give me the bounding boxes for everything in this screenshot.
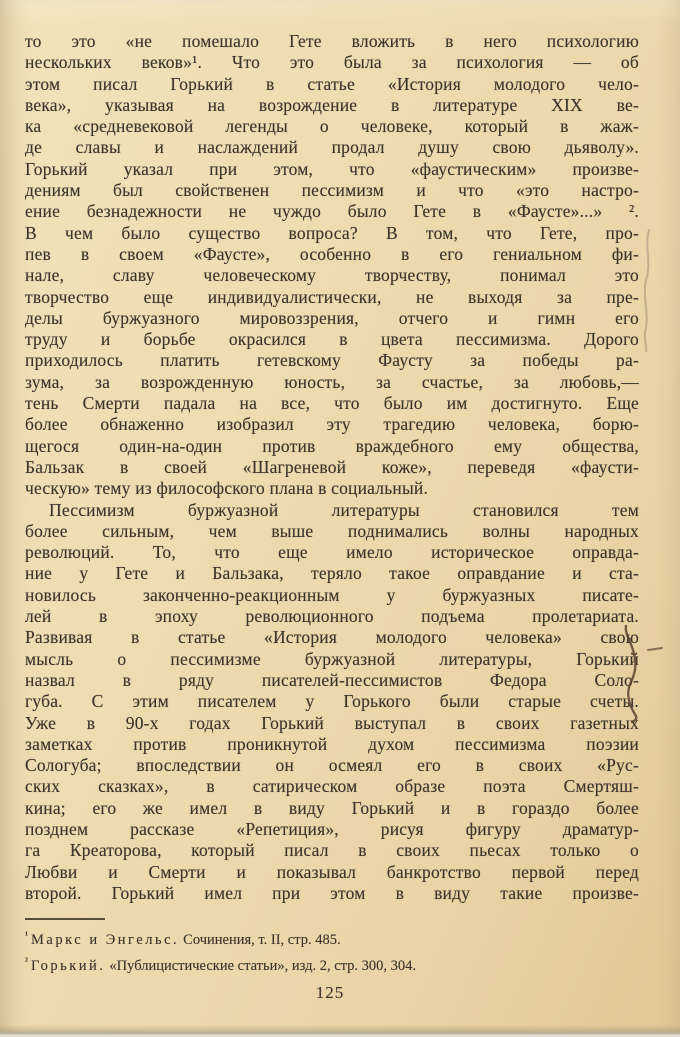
footnote-marker: ²: [25, 956, 28, 968]
text-line: Развивая в статье «История молодого человека» свою: [25, 627, 639, 648]
text-line: тень Смерти падала на все, что было им достигнуто. Еще: [25, 393, 639, 414]
text-line: ние у Гете и Бальзака, теряло такое оправдание и ста-: [25, 563, 639, 584]
page-bottom-edge: [0, 1025, 680, 1037]
text-line: то это «не помешало Гете вложить в него психологию: [25, 31, 639, 51]
footnote-list: [25, 925, 639, 978]
text-line: Горький указал при этом, что «фаустическим» произве-: [25, 158, 639, 179]
text-line: второй. Горький имел при этом в виду такие произве-: [25, 882, 639, 903]
text-line: пев в своем «Фаусте», особенно в его гениальном фи-: [25, 243, 639, 264]
paragraph: [25, 500, 639, 905]
text-line: новилось законченно-реакционным у буржуазных писате-: [25, 584, 639, 605]
text-line: губа. С этим писателем у Горького были старые счеты.: [25, 691, 639, 712]
text-line: века», указывая на возрождение в литературе XIX ве-: [25, 94, 639, 115]
footnote-marker: ¹: [25, 930, 28, 941]
footnote-author: Маркс и Энгельс.: [31, 931, 180, 948]
text-line: более обнаженно изобразил эту трагедию человека, борю-: [25, 414, 639, 435]
text-line: нескольких веков»¹. Что это была за психология — об: [25, 52, 639, 73]
text-line: нале, славу человеческому творчеству, понимал это: [25, 265, 639, 286]
text-line: ских сказках», в сатирическом образе поэта Смертяш-: [25, 776, 639, 797]
text-line: заметках против проникнутой духом пессимизма поэзии: [25, 733, 639, 754]
text-line: лей в эпоху революционного подъема пролетариата.: [25, 606, 639, 627]
text-line: труду и борьбе окрасился в цвета пессимизма. Дорого: [25, 329, 639, 350]
text-line: делы буржуазного мировоззрения, отчего и гимн его: [25, 307, 639, 328]
footnotes: [25, 918, 639, 978]
text-line: этом писал Горький в статье «История молодого чело-: [25, 73, 639, 94]
text-line: Бальзак в своей «Шагреневой коже», переведя «фаусти-: [25, 456, 639, 477]
text-line: позднем рассказе «Репетиция», рисуя фигуру драматур-: [25, 818, 639, 839]
text-line: Пессимизм буржуазной литературы становился тем: [49, 499, 639, 520]
footnote-author: Горький.: [31, 958, 106, 975]
footnote-text: «Публицистические статьи», изд. 2, стр. 300, 304.: [109, 958, 417, 975]
footnote: [25, 925, 639, 951]
text-line: дениям был свойственен пессимизм и что «это настро-: [25, 180, 639, 201]
footnote-text: Сочинения, т. II, стр. 485.: [183, 931, 341, 948]
text-line: Сологуба; впоследствии он осмеял его в своих «Рус-: [25, 755, 639, 776]
text-line: га Креаторова, который писал в своих пьесах только о: [25, 840, 639, 861]
text-line: назвал в ряду писателей-пессимистов Федора Соло-: [25, 669, 639, 690]
text-line: Уже в 90-х годах Горький выступал в своих газетных: [25, 712, 639, 733]
text-block: [25, 31, 639, 904]
text-line: ческую» тему из философского плана в социальный.: [25, 478, 429, 499]
text-line: В чем было существо вопроса? В том, что Гете, про-: [25, 222, 639, 243]
text-line: зума, за возрожденную юность, за счастье, за любовь,—: [25, 371, 639, 392]
pencil-squiggle-mark: [638, 228, 658, 353]
text-line: кина; его же имел в виду Горький и в гораздо более: [25, 797, 639, 818]
text-line: революций. То, что еще имело историческое оправда-: [25, 542, 639, 563]
text-line: творчество еще индивидуалистически, не выходя за пре-: [25, 286, 639, 307]
text-line: щегося один-на-один против враждебного ему общества,: [25, 435, 639, 456]
text-line: мысль о пессимизме буржуазной литературы, Горький: [25, 648, 639, 669]
footnote: [25, 951, 639, 977]
footnote-rule: [25, 918, 105, 920]
text-line: приходилось платить гетевскому Фаусту за победы ра-: [25, 350, 639, 371]
page-number: 125: [315, 983, 345, 1002]
text-line: более сильным, чем выше поднимались волны народных: [25, 520, 639, 541]
text-line: ение безнадежности не чуждо было Гете в «Фаусте»...» ².: [25, 201, 639, 222]
text-line: ка «средневековой легенды о человеке, который в жаж-: [25, 116, 639, 137]
paragraph: [25, 31, 639, 500]
text-line: Любви и Смерти и показывал банкротство первой перед: [25, 861, 639, 882]
text-line: де славы и наслаждений продал душу свою дьяволу».: [25, 137, 639, 158]
